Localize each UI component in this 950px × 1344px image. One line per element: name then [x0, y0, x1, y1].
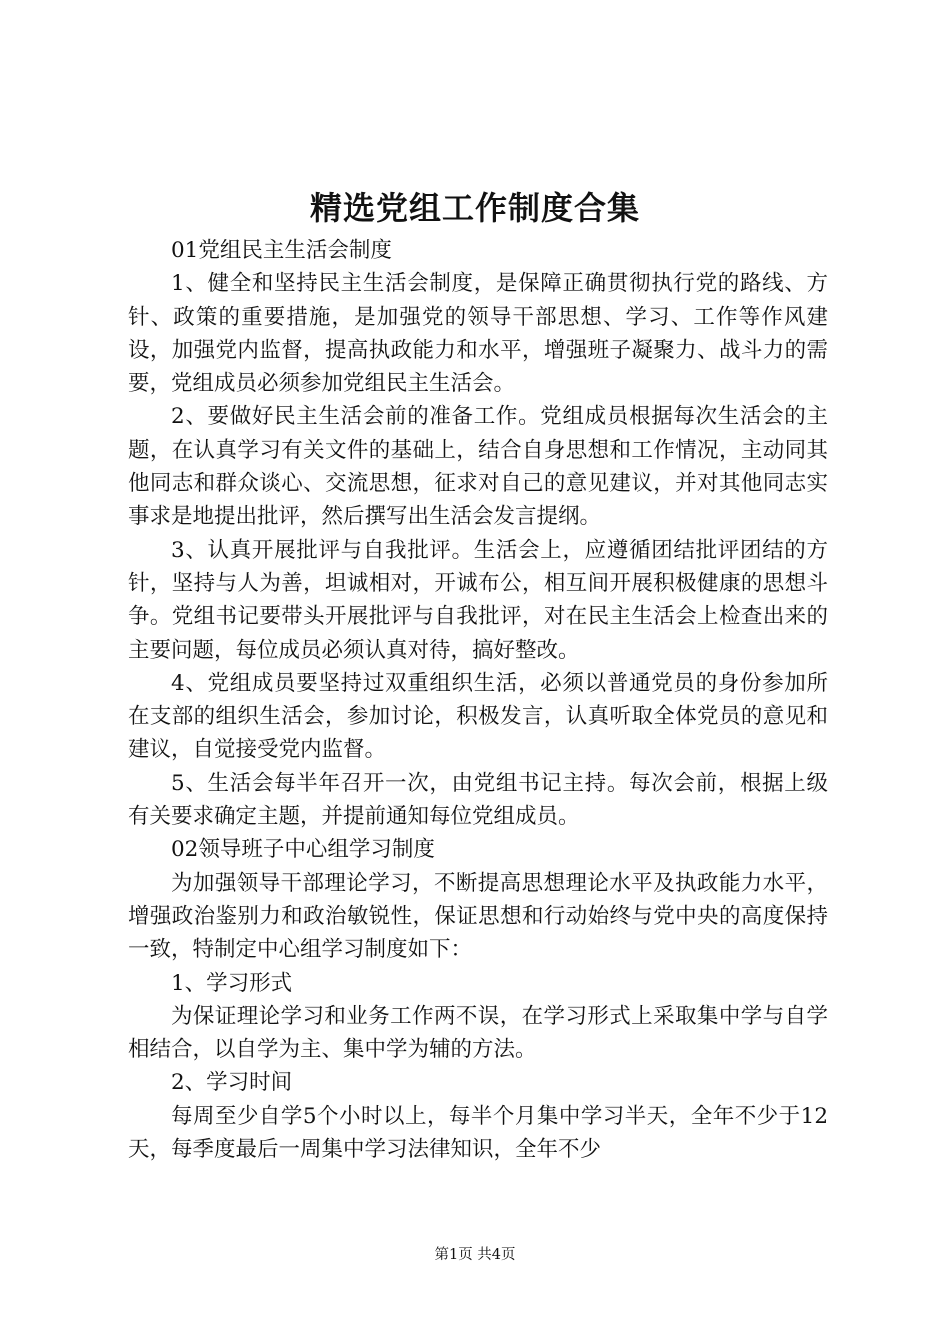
section-2-intro: 为加强领导干部理论学习，不断提高思想理论水平及执政能力水平，增强政治鉴别力和政治敏锐性，保证思想和行动始终与党中央的高度保持一致，特制定中心组学习制度如下：	[128, 870, 828, 963]
subsection-heading-study-form: 1、学习形式	[171, 970, 293, 996]
paragraph-4: 4、党组成员要坚持过双重组织生活，必须以普通党员的身份参加所在支部的组织生活会，参加讨论，积极发言，认真听取全体党员的意见和建议，自觉接受党内监督。	[128, 670, 828, 763]
subsection-text-study-form: 为保证理论学习和业务工作两不误，在学习形式上采取集中学与自学相结合，以自学为主、集中学为辅的方法。	[128, 1003, 828, 1063]
section-heading-2: 02领导班子中心组学习制度	[171, 837, 435, 863]
subsection-heading-study-time: 2、学习时间	[171, 1070, 293, 1096]
paragraph-3: 3、认真开展批评与自我批评。生活会上，应遵循团结批评团结的方针，坚持与人为善，坦诚相对，开诚布公，相互间开展积极健康的思想斗争。党组书记要带头开展批评与自我批评，对在民主生活会上检查出来的主要问题，每位成员必须认真对待，搞好整改。	[128, 537, 828, 663]
subsection-text-study-time: 每周至少自学5个小时以上，每半个月集中学习半天，全年不少于12天，每季度最后一周集中学习法律知识，全年不少	[128, 1103, 828, 1163]
document-title: 精选党组工作制度合集	[309, 189, 640, 227]
document-body	[128, 234, 828, 1166]
paragraph-2: 2、要做好民主生活会前的准备工作。党组成员根据每次生活会的主题，在认真学习有关文件的基础上，结合自身思想和工作情况，主动同其他同志和群众谈心、交流思想，征求对自己的意见建议，并对其他同志实事求是地提出批评，然后撰写出生活会发言提纲。	[128, 404, 828, 530]
page-footer: 第1页 共4页	[434, 1247, 516, 1263]
paragraph-1: 1、健全和坚持民主生活会制度，是保障正确贯彻执行党的路线、方针、政策的重要措施，是加强党的领导干部思想、学习、工作等作风建设，加强党内监督，提高执政能力和水平，增强班子凝聚力、战斗力的需要，党组成员必须参加党组民主生活会。	[128, 271, 828, 397]
paragraph-5: 5、生活会每半年召开一次，由党组书记主持。每次会前，根据上级有关要求确定主题，并提前通知每位党组成员。	[128, 770, 828, 830]
section-heading-1: 01党组民主生活会制度	[171, 238, 392, 263]
